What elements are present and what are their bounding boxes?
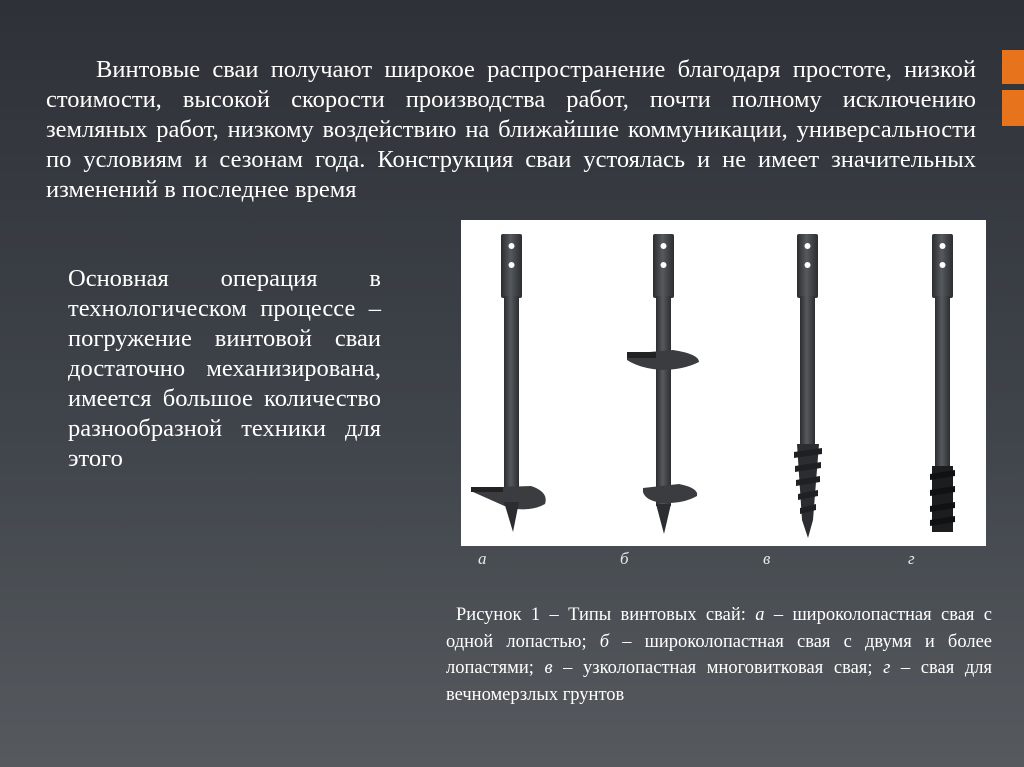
pile-b-multi-blade [627,234,699,534]
caption-letter-v: в [544,658,553,678]
accent-square-top [1002,50,1024,84]
screw-piles-illustration [461,220,986,546]
intro-paragraph: Винтовые сваи получают широкое распространение благодаря простоте, низкой стоимости, высокой скорости производства работ, почти полному исключению земляных работ, низкому воздействию на ближайшие коммуникации, универсальности по условиям и сезонам года. Конструкция сваи устоялась и не имеет значительных изменений в последнее время [46,56,976,203]
pile-g-permafrost [930,234,955,532]
caption-text-a: – широколопастная свая с одной лопастью; [446,605,992,652]
operation-paragraph: Основная операция в технологическом процессе – погружение винтовой сваи достаточно механизирована, имеется большое количество разнообразной техники для этого [68,265,381,472]
figure-caption [446,602,992,708]
caption-letter-a: а [755,605,765,625]
label-g: г [908,549,915,568]
caption-letter-g: г [883,658,891,678]
caption-letter-b: б [599,631,610,652]
label-v: в [763,549,771,568]
accent-square-bottom [1002,90,1024,126]
caption-text-b: – широколопастная свая с двумя и более лопастями; [446,631,992,678]
screw-piles-figure [461,220,986,546]
label-a: а [478,549,487,568]
caption-prefix: Рисунок 1 – Типы винтовых свай: [456,605,756,625]
caption-text-v: – узколопастная многовитковая свая; [552,658,884,678]
pile-v-narrow-multiturn [794,234,822,538]
corner-accent-decoration [1002,50,1024,130]
pile-a-single-blade [471,234,546,532]
figure-sublabels [0,549,1024,573]
label-b: б [620,549,629,568]
caption-text-g: – свая для вечномерзлых грунтов [446,658,993,705]
